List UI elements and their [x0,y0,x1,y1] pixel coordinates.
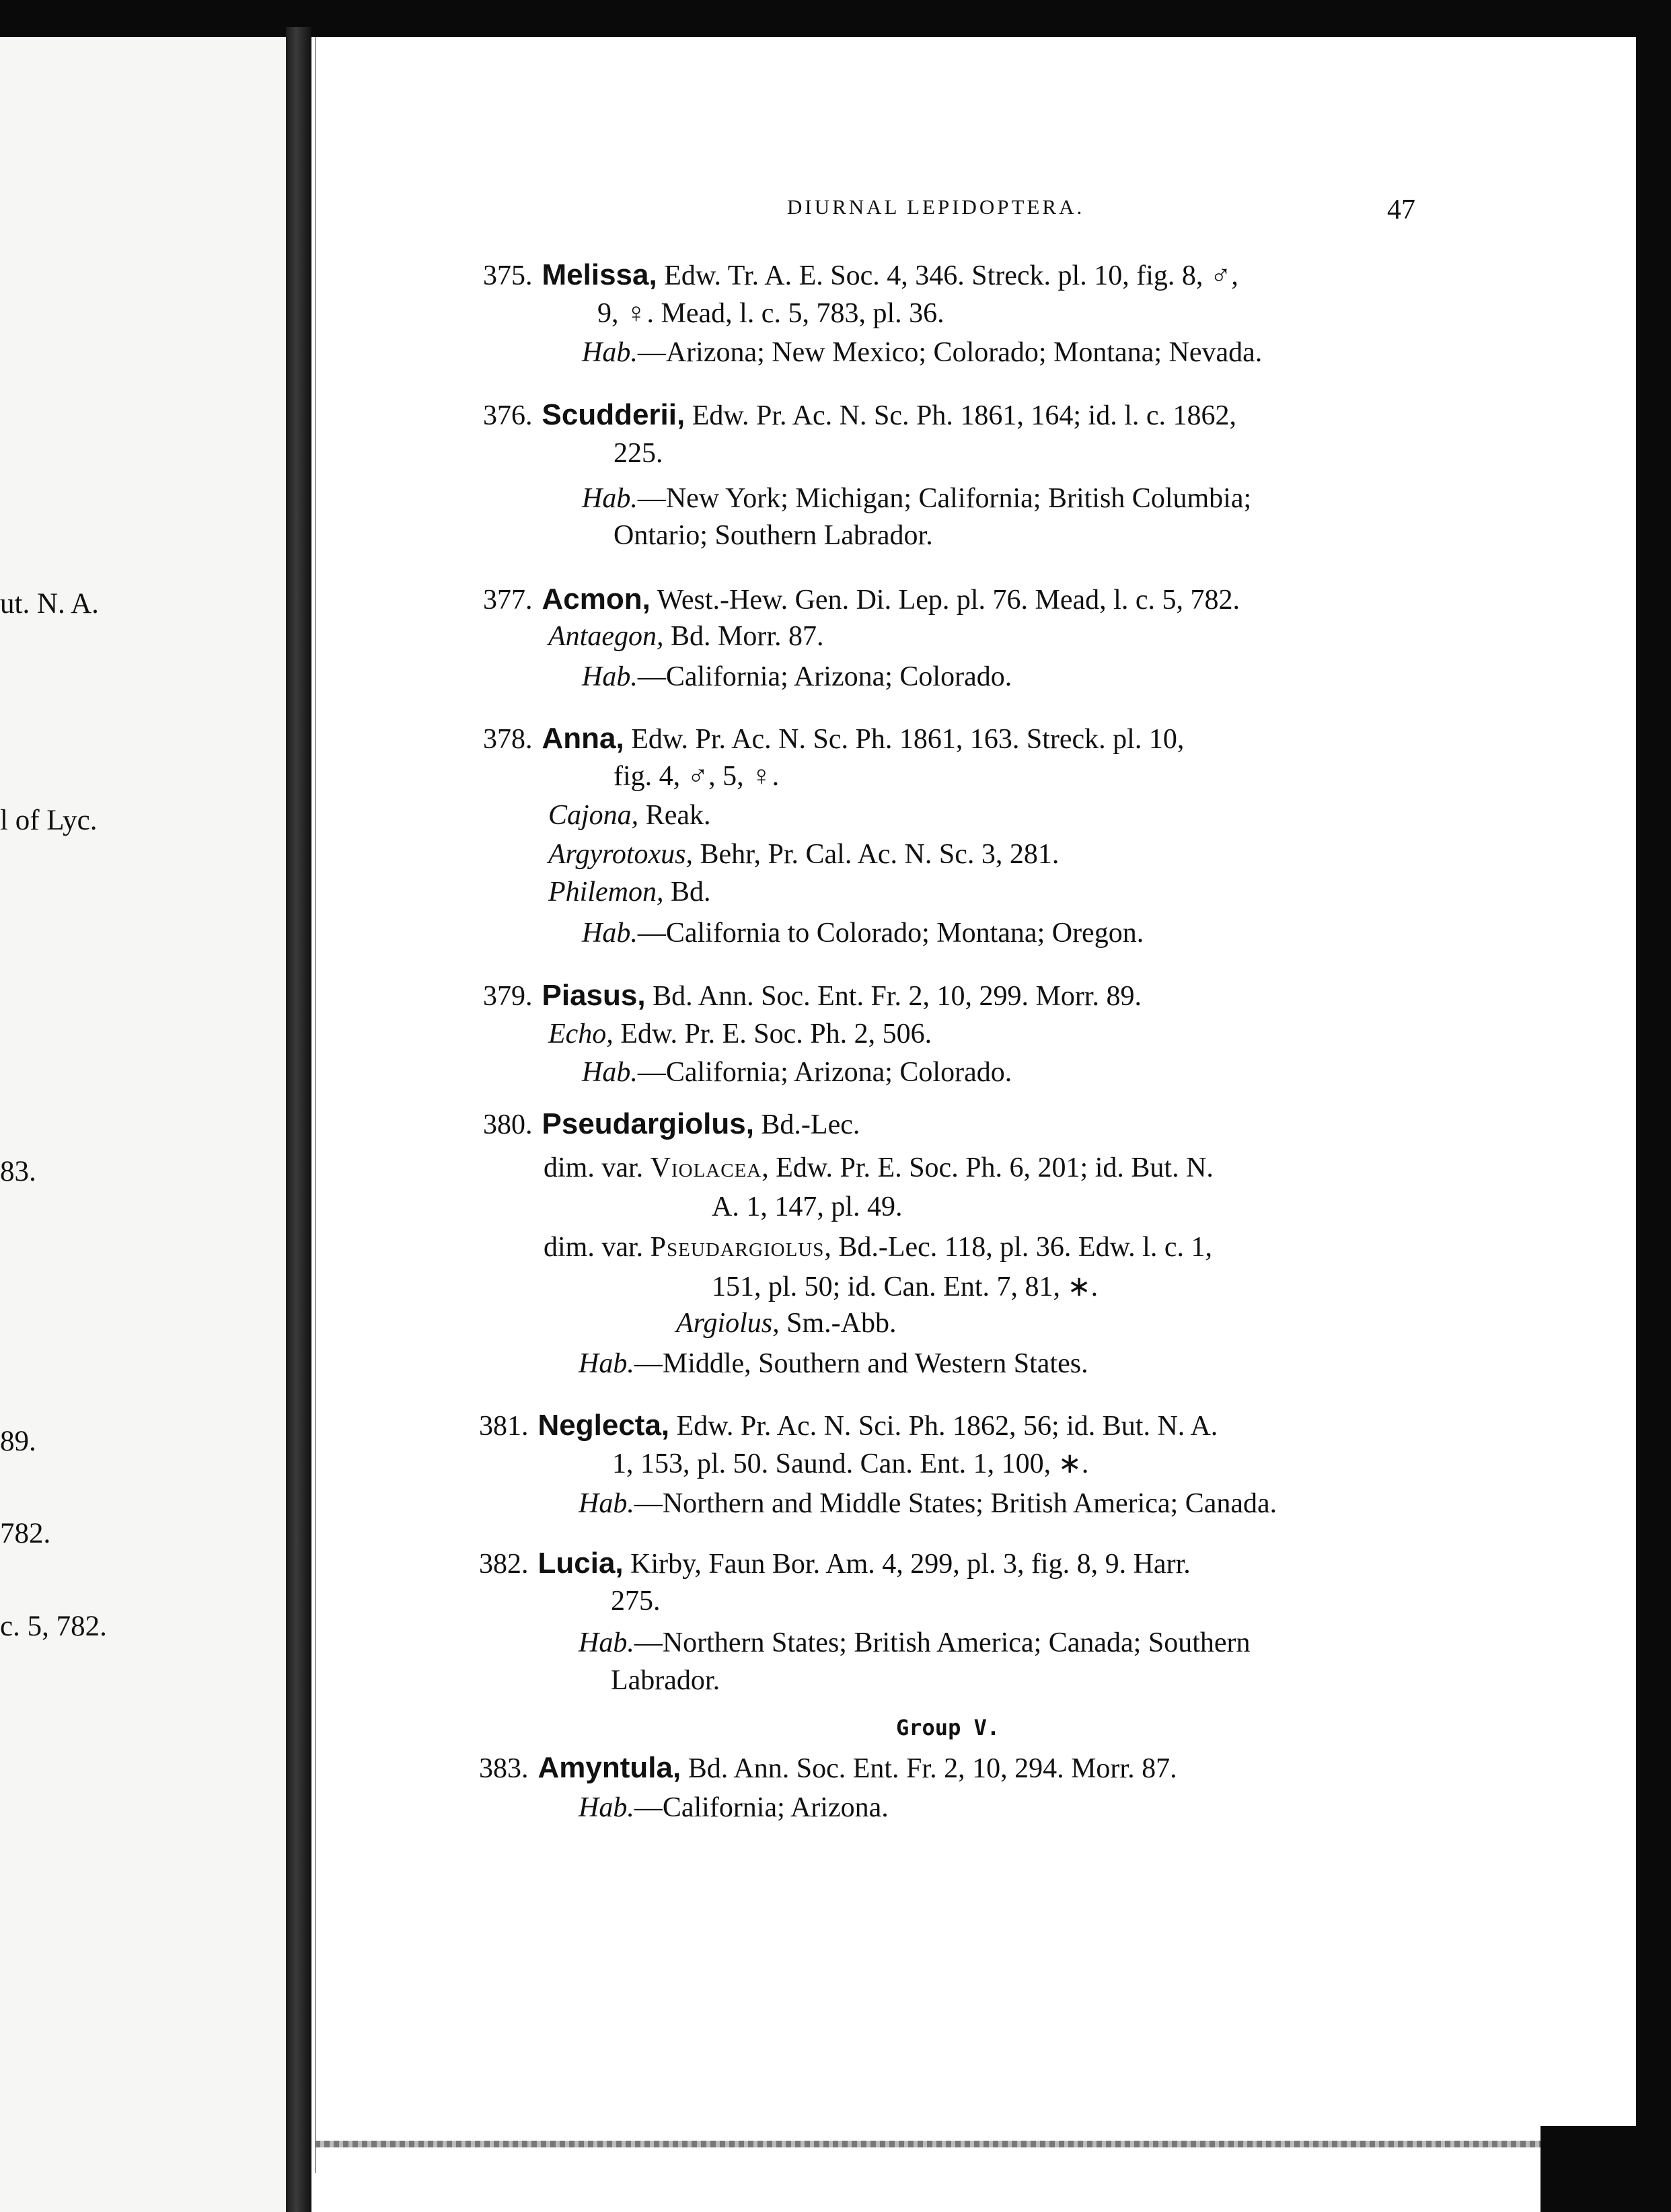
habitat-label: Hab. [579,1488,634,1519]
left-page-fragment: l of Lyc. [0,805,98,836]
left-page-fragment: 83. [0,1156,36,1187]
entry-line: 225. [614,438,663,469]
habitat-label: Hab. [579,1792,634,1823]
entry-number: 376. [483,400,533,431]
reference-text: Kirby, Faun Bor. Am. 4, 299, pl. 3, fig. 8, 9. Harr. [630,1549,1191,1580]
habitat-line [582,1056,1012,1089]
entry-line [483,979,1142,1012]
habitat-label: Hab. [582,918,638,949]
synonym-name: Argyrotoxus, [548,839,694,870]
entry-number: 377. [483,585,533,616]
entry-number: 378. [483,724,533,755]
entry-number: 381. [479,1411,529,1442]
variety-reference: , Bd.-Lec. 118, pl. 36. Edw. l. c. 1, [824,1232,1212,1263]
running-title: DIURNAL LEPIDOPTERA. [787,195,1085,219]
group-heading: Group V. [896,1715,1000,1740]
habitat-text: —Arizona; New Mexico; Colorado; Montana; Nevada. [637,337,1263,368]
habitat-text: —New York; Michigan; California; British Columbia; [637,483,1252,514]
synonym-reference: Sm.-Abb. [779,1308,897,1339]
synonym-name: Echo, [548,1019,614,1049]
synonym-line [548,838,1059,871]
habitat-text: —California; Arizona. [634,1792,889,1823]
entry-line [479,1547,1191,1580]
entry-number: 375. [483,260,533,291]
habitat-text: —California to Colorado; Montana; Oregon. [637,918,1144,949]
variety-continuation: 151, pl. 50; id. Can. Ent. 7, 81, ∗. [712,1271,1099,1302]
habitat-label: Hab. [582,661,638,692]
synonym-line [548,799,710,832]
entry-line [479,1751,1177,1785]
book-gutter [286,27,311,2212]
left-page-fragment: 89. [0,1426,36,1457]
scan-top-border [0,0,1671,37]
variety-line [544,1231,1212,1263]
entry-line: 9, ♀. Mead, l. c. 5, 783, pl. 36. [597,298,944,329]
species-name: Acmon, [542,583,651,616]
page-number: 47 [1387,194,1415,225]
synonym-reference: Behr, Pr. Cal. Ac. N. Sc. 3, 281. [693,839,1060,870]
habitat-label: Hab. [579,1627,634,1658]
habitat-text: —California; Arizona; Colorado. [637,1057,1012,1088]
reference-text: Edw. Tr. A. E. Soc. 4, 346. Streck. pl. 10, fig. 8, ♂, [664,260,1238,291]
habitat-line [582,336,1262,369]
reference-text: Edw. Pr. Ac. N. Sc. Ph. 1861, 164; id. l. c. 1862, [692,400,1236,431]
left-page-fragment: c. 5, 782. [0,1611,107,1642]
habitat-continuation: Labrador. [611,1665,720,1696]
habitat-line [579,1792,889,1824]
entry-number: 379. [483,981,533,1012]
reference-text: Bd. Ann. Soc. Ent. Fr. 2, 10, 299. Morr. 89. [653,981,1142,1012]
habitat-line [582,482,1251,515]
species-name: Neglecta, [537,1409,670,1442]
entry-line [479,1409,1218,1442]
habitat-text: —Northern and Middle States; British America; Canada. [634,1488,1277,1519]
synonym-line [548,876,710,908]
variety-name: Violacea [650,1152,762,1183]
variety-line [544,1152,1214,1184]
entry-line [483,1107,860,1141]
habitat-text: —Middle, Southern and Western States. [634,1348,1088,1379]
variety-prefix: dim. var. [544,1232,651,1263]
synonym-name: Antaegon, [548,621,664,652]
habitat-label: Hab. [582,337,638,368]
entry-line [483,583,1240,616]
habitat-line [579,1348,1088,1380]
entry-line: fig. 4, ♂, 5, ♀. [614,761,780,792]
synonym-line [548,620,823,653]
entry-line [483,398,1236,432]
entry-line: 1, 153, pl. 50. Saund. Can. Ent. 1, 100, ∗. [612,1448,1089,1479]
species-name: Melissa, [542,258,657,291]
reference-text: Bd.-Lec. [761,1109,860,1140]
variety-reference: , Edw. Pr. E. Soc. Ph. 6, 201; id. But. N. [762,1152,1214,1183]
habitat-line [582,917,1144,949]
entry-number: 383. [479,1753,529,1784]
reference-text: Edw. Pr. Ac. N. Sci. Ph. 1862, 56; id. But. N. A. [676,1411,1218,1442]
entry-line: 275. [611,1586,661,1617]
habitat-line [582,661,1012,693]
synonym-reference: Bd. Morr. 87. [663,621,824,652]
left-page [0,37,288,2212]
left-page-fragment: ut. N. A. [0,588,99,620]
entry-number: 380. [483,1109,533,1140]
species-name: Piasus, [542,979,646,1012]
species-name: Amyntula, [537,1751,681,1784]
habitat-continuation: Ontario; Southern Labrador. [614,520,933,551]
habitat-label: Hab. [579,1348,634,1379]
species-name: Lucia, [537,1547,624,1580]
entry-line [483,258,1238,292]
species-name: Anna, [542,722,624,755]
scan-corner-shadow [1540,2126,1671,2212]
habitat-label: Hab. [582,483,638,514]
synonym-name: Argiolus, [676,1308,780,1339]
habitat-text: —Northern States; British America; Canada; Southern [634,1627,1251,1658]
habitat-line [579,1627,1251,1659]
reference-text: Bd. Ann. Soc. Ent. Fr. 2, 10, 294. Morr. 87. [688,1753,1177,1784]
reference-text: West.-Hew. Gen. Di. Lep. pl. 76. Mead, l. c. 5, 782. [657,585,1240,616]
entry-number: 382. [479,1549,529,1580]
habitat-line [579,1487,1277,1520]
variety-prefix: dim. var. [544,1152,651,1183]
synonym-reference: Bd. [663,877,711,908]
entry-line [483,722,1184,755]
synonym-name: Philemon, [548,877,664,908]
page-bottom-edge [315,2141,1636,2147]
synonym-line [676,1307,896,1339]
habitat-label: Hab. [582,1057,638,1088]
synonym-name: Cajona, [548,800,639,831]
habitat-text: —California; Arizona; Colorado. [637,661,1012,692]
left-page-fragment: 782. [0,1518,51,1549]
species-name: Pseudargiolus, [542,1107,754,1140]
scan-right-border [1636,0,1671,2212]
synonym-line [548,1018,932,1050]
synonym-reference: Edw. Pr. E. Soc. Ph. 2, 506. [613,1019,932,1049]
synonym-reference: Reak. [638,800,711,831]
variety-name: Pseudargiolus [650,1232,825,1263]
species-name: Scudderii, [542,398,685,431]
reference-text: Edw. Pr. Ac. N. Sc. Ph. 1861, 163. Streck. pl. 10, [631,724,1185,755]
variety-continuation: A. 1, 147, pl. 49. [712,1191,903,1222]
